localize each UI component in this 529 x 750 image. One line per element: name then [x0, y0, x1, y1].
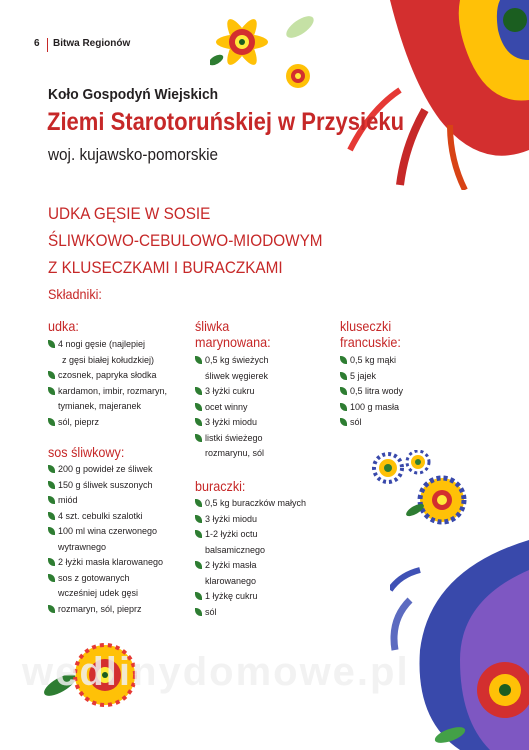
list-item: 5 jajek	[340, 369, 450, 385]
list-item: sól	[340, 415, 450, 431]
ingredient-list-sos	[48, 462, 188, 617]
list-item: 3 łyżki miodu	[195, 415, 325, 431]
recipe-title-line2: ŚLIWKOWO-CEBULOWO-MIODOWYM	[48, 231, 323, 250]
folk-flower-bottom-right	[390, 530, 529, 750]
group-title-sos: sos śliwkowy:	[48, 444, 125, 460]
list-item: 2 łyżki masła	[195, 558, 325, 574]
list-item: ocet winny	[195, 400, 325, 416]
section-title: Bitwa Regionów	[53, 38, 131, 49]
recipe-title-line3: Z KLUSECZKAMI I BURACZKAMI	[48, 258, 283, 277]
leaf-bullet-icon	[48, 387, 55, 395]
list-item: sól	[195, 605, 325, 621]
organization-name-line2: Ziemi Starotoruńskiej w Przysieku	[47, 108, 405, 136]
recipe-title-line1: UDKA GĘSIE W SOSIE	[48, 204, 211, 223]
list-item: śliwek węgierek	[205, 370, 269, 381]
list-item: 4 szt. cebulki szalotki	[48, 509, 188, 525]
group-buraczki	[195, 478, 325, 620]
list-item: rozmarynu, sól	[205, 448, 265, 458]
leaf-bullet-icon	[340, 418, 347, 426]
small-flower-icon	[282, 60, 314, 92]
leaf-bullet-icon	[195, 530, 202, 538]
group-sliwka	[195, 318, 325, 462]
leaf-bullet-icon	[195, 434, 202, 442]
list-item: tymianek, majeranek	[58, 401, 142, 411]
list-item: miód	[48, 493, 188, 509]
region-label: woj. kujawsko-pomorskie	[48, 145, 219, 164]
list-item: sos z gotowanych	[48, 571, 188, 587]
group-udka	[48, 318, 188, 430]
leaf-bullet-icon	[48, 371, 55, 379]
list-item: wytrawnego	[58, 541, 107, 552]
flower-icon	[210, 15, 270, 70]
group-title-sliwka-line1: śliwka	[195, 318, 230, 334]
flower-cluster-right	[370, 450, 470, 525]
leaf-bullet-icon	[48, 465, 55, 473]
leaf-bullet-icon	[340, 356, 347, 364]
list-item: 2 łyżki masła klarowanego	[48, 555, 188, 571]
ingredient-list-sliwka	[195, 353, 325, 462]
list-item: 4 nogi gęsie (najlepiej	[48, 337, 188, 353]
list-item: 0,5 litra wody	[340, 384, 450, 400]
group-title-udka: udka:	[48, 318, 79, 334]
page-number: 6	[34, 38, 40, 49]
list-item: 3 łyżki miodu	[195, 512, 325, 528]
leaf-bullet-icon	[48, 418, 55, 426]
group-title-sliwka-line2: marynowana:	[195, 334, 271, 350]
group-kluseczki	[340, 318, 450, 431]
leaf-bullet-icon	[340, 372, 347, 380]
group-title-buraczki: buraczki:	[195, 478, 246, 494]
organization-name-line1: Koło Gospodyń Wiejskich	[48, 86, 219, 103]
group-title-kluseczki-line2: francuskie:	[340, 334, 401, 350]
group-sos	[48, 444, 188, 617]
leaf-bullet-icon	[340, 387, 347, 395]
leaf-bullet-icon	[48, 481, 55, 489]
leaf-bullet-icon	[48, 512, 55, 520]
list-item: sól, pieprz	[48, 415, 188, 431]
leaf-bullet-icon	[195, 592, 202, 600]
ingredient-list-buraczki	[195, 496, 325, 620]
leaf-bullet-icon	[195, 608, 202, 616]
list-item: 0,5 kg buraczków małych	[195, 496, 325, 512]
leaf-bullet-icon	[48, 527, 55, 535]
list-item: 1 łyżkę cukru	[195, 589, 325, 605]
leaf-bullet-icon	[195, 561, 202, 569]
list-item: 3 łyżki cukru	[195, 384, 325, 400]
list-item: 0,5 kg świeżych	[195, 353, 325, 369]
leaf-bullet-icon	[195, 418, 202, 426]
list-item: 0,5 kg mąki	[340, 353, 450, 369]
header-divider	[47, 38, 48, 52]
list-item: 1-2 łyżki octu	[195, 527, 325, 543]
leaf-bullet-icon	[195, 387, 202, 395]
leaf-icon	[280, 12, 320, 42]
list-item: 100 ml wina czerwonego	[48, 524, 188, 540]
ingredient-list-udka	[48, 337, 188, 430]
group-title-kluseczki-line1: kluseczki	[340, 318, 392, 334]
list-item: klarowanego	[205, 575, 257, 586]
recipe-title	[48, 200, 323, 281]
list-item: 150 g śliwek suszonych	[48, 478, 188, 494]
list-item: wcześniej udek gęsi	[58, 588, 139, 598]
leaf-bullet-icon	[48, 574, 55, 582]
list-item: listki świeżego	[195, 431, 325, 447]
leaf-bullet-icon	[340, 403, 347, 411]
leaf-bullet-icon	[195, 403, 202, 411]
ingredients-heading: Składniki:	[48, 286, 102, 302]
list-item: z gęsi białej kołudzkiej)	[62, 354, 155, 365]
leaf-bullet-icon	[48, 340, 55, 348]
list-item: 200 g powideł ze śliwek	[48, 462, 188, 478]
leaf-bullet-icon	[48, 496, 55, 504]
leaf-bullet-icon	[195, 356, 202, 364]
list-item: czosnek, papryka słodka	[48, 368, 188, 384]
watermark: wedlinydomowe.pl	[22, 650, 410, 694]
leaf-bullet-icon	[48, 605, 55, 613]
leaf-bullet-icon	[48, 558, 55, 566]
list-item: rozmaryn, sól, pieprz	[48, 602, 188, 618]
folk-flower-top-right	[330, 0, 529, 190]
list-item: kardamon, imbir, rozmaryn,	[48, 384, 188, 400]
list-item: balsamicznego	[205, 544, 266, 555]
list-item: 100 g masła	[340, 400, 450, 416]
leaf-bullet-icon	[195, 515, 202, 523]
ingredient-list-kluseczki	[340, 353, 450, 431]
leaf-bullet-icon	[195, 499, 202, 507]
